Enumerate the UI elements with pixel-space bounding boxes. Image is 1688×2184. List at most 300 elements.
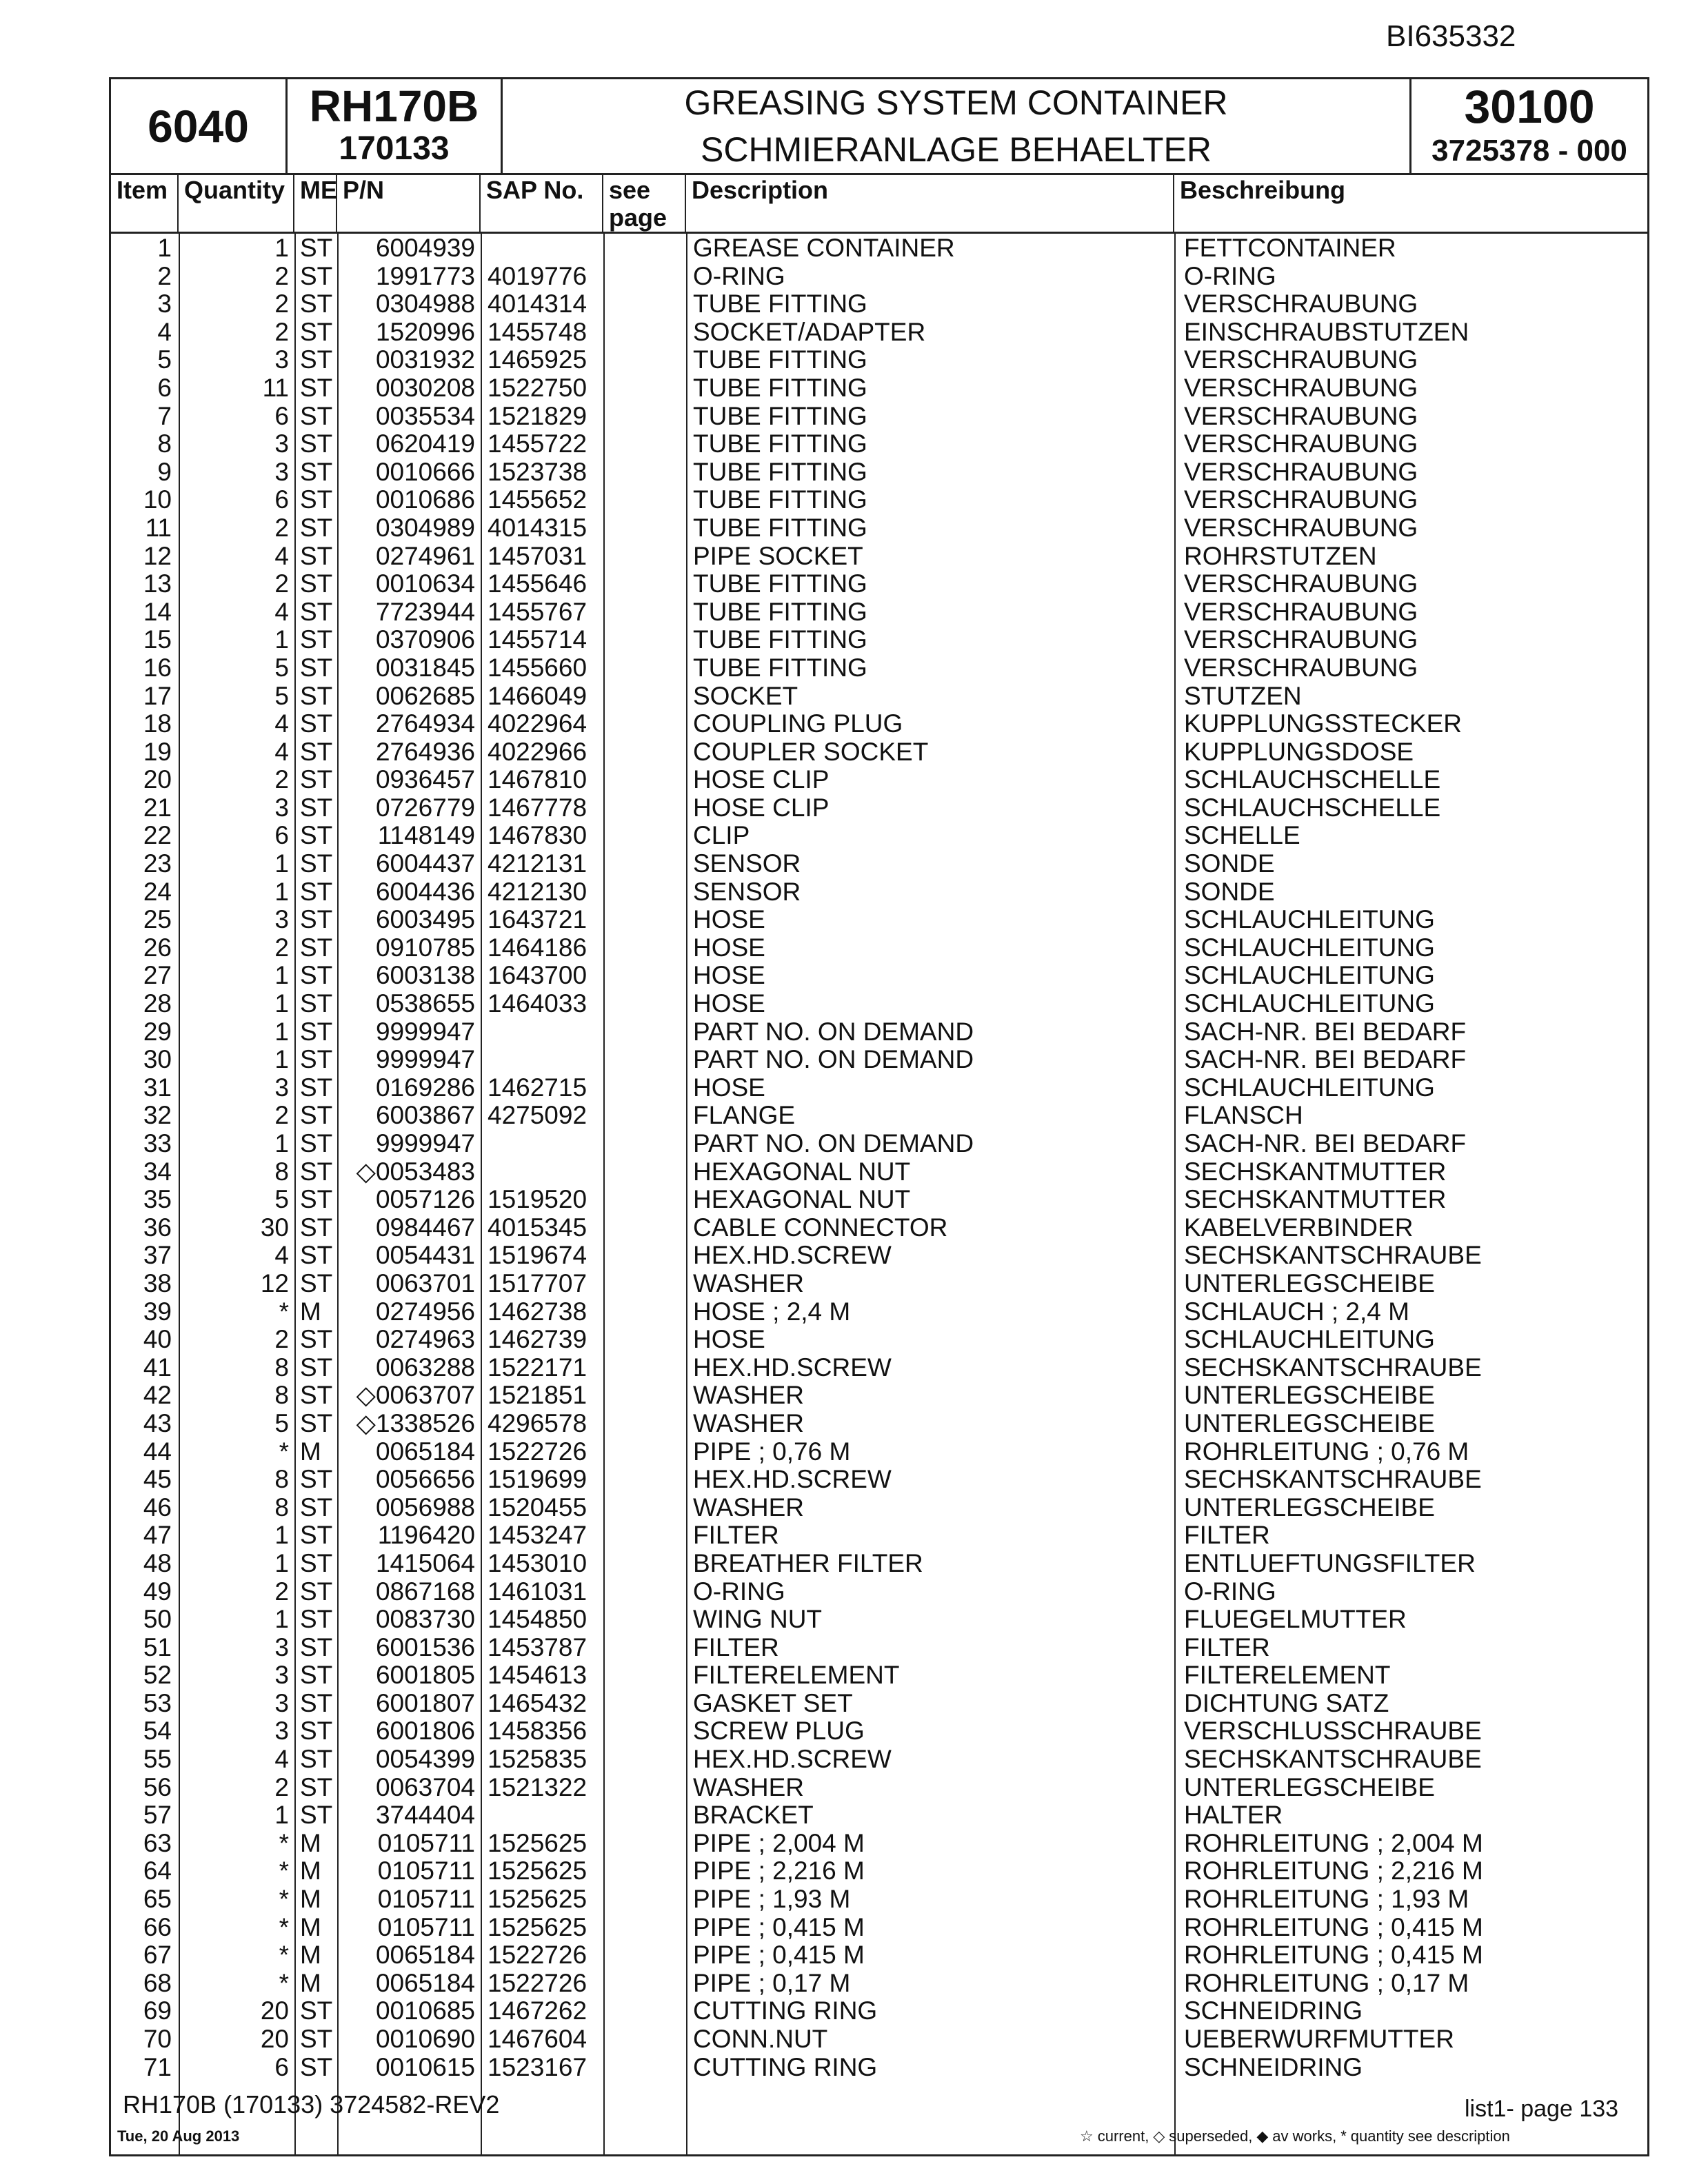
row-quantity: 2: [274, 262, 289, 290]
legend-symbol: ◇: [1153, 2127, 1165, 2145]
sheet-header: [109, 77, 1649, 175]
row-item: 41: [143, 1353, 172, 1382]
row-see-page: [603, 1830, 686, 1858]
row-me: ST: [300, 1633, 333, 1661]
row-sap: 1521322: [488, 1773, 587, 1801]
table-row: [111, 1634, 1647, 1662]
row-item: 13: [143, 570, 172, 598]
footer-page-number: list1- page 133: [1465, 2096, 1619, 2122]
table-row: [111, 962, 1647, 990]
row-me: ST: [300, 542, 333, 570]
row-see-page: [603, 1130, 686, 1158]
row-item: 24: [143, 878, 172, 906]
row-beschreibung: SECHSKANTMUTTER: [1184, 1157, 1447, 1186]
row-see-page: [603, 906, 686, 934]
table-row: [111, 1074, 1647, 1102]
table-row: [111, 682, 1647, 711]
row-pn: 0370906: [375, 626, 475, 654]
row-sap: 1464186: [488, 933, 587, 962]
row-beschreibung: VERSCHRAUBUNG: [1184, 430, 1418, 458]
row-item: 4: [157, 318, 172, 346]
row-quantity: 3: [274, 1717, 289, 1746]
row-quantity: 3: [274, 1633, 289, 1661]
row-pn: 0057126: [375, 1186, 475, 1214]
row-description: PIPE ; 1,93 M: [693, 1885, 851, 1914]
row-beschreibung: DICHTUNG SATZ: [1184, 1689, 1389, 1717]
row-beschreibung: VERSCHRAUBUNG: [1184, 374, 1418, 402]
row-item: 71: [143, 2053, 172, 2081]
row-see-page: [603, 403, 686, 431]
row-beschreibung: ENTLUEFTUNGSFILTER: [1184, 1549, 1476, 1577]
row-me: ST: [300, 402, 333, 430]
row-quantity: 3: [274, 1661, 289, 1690]
row-see-page: [603, 878, 686, 907]
row-description: SCREW PLUG: [693, 1717, 865, 1746]
row-beschreibung: ROHRLEITUNG ; 0,76 M: [1184, 1437, 1469, 1466]
table-row: [111, 1857, 1647, 1885]
row-see-page: [603, 1410, 686, 1438]
row-quantity: 8: [274, 1493, 289, 1521]
row-me: ST: [300, 234, 333, 262]
row-see-page: [603, 934, 686, 962]
row-beschreibung: UNTERLEGSCHEIBE: [1184, 1773, 1435, 1801]
row-quantity: 1: [274, 990, 289, 1018]
row-beschreibung: SCHLAUCHLEITUNG: [1184, 1073, 1435, 1102]
row-item: 11: [145, 514, 172, 542]
legend-label: quantity see description: [1350, 2127, 1510, 2145]
row-beschreibung: SCHLAUCHLEITUNG: [1184, 962, 1435, 990]
row-sap: 4014314: [488, 290, 587, 318]
parts-table: [109, 175, 1649, 2156]
table-row: [111, 1046, 1647, 1074]
table-row: [111, 654, 1647, 682]
row-sap: 4296578: [488, 1409, 587, 1437]
row-sap: 4022964: [488, 710, 587, 738]
row-see-page: [603, 1885, 686, 1914]
row-beschreibung: SACH-NR. BEI BEDARF: [1184, 1130, 1467, 1157]
row-pn: 0065184: [375, 1969, 475, 1997]
row-beschreibung: FILTER: [1184, 1521, 1270, 1550]
row-see-page: [603, 962, 686, 990]
row-quantity: 3: [274, 458, 289, 486]
row-see-page: [603, 1046, 686, 1074]
row-item: 45: [143, 1466, 172, 1494]
row-see-page: [603, 1018, 686, 1046]
row-beschreibung: SECHSKANTSCHRAUBE: [1184, 1746, 1482, 1774]
row-see-page: [603, 1690, 686, 1718]
row-me: ST: [300, 654, 333, 682]
row-me: ST: [300, 514, 333, 542]
row-sap: 1525835: [488, 1746, 587, 1774]
row-description: TUBE FITTING: [693, 626, 867, 654]
row-description: HOSE ; 2,4 M: [693, 1297, 851, 1326]
row-pn: 0031845: [375, 654, 475, 682]
row-pn: 0056988: [375, 1493, 475, 1521]
row-me: ST: [300, 318, 333, 346]
row-me: M: [300, 1941, 321, 1970]
row-see-page: [603, 1578, 686, 1606]
row-sap: 1455652: [488, 486, 587, 514]
row-pn: 0538655: [375, 990, 475, 1018]
row-see-page: [603, 1270, 686, 1298]
row-pn: 6003867: [375, 1102, 475, 1130]
row-item: 52: [143, 1661, 172, 1690]
row-sap: 1455714: [488, 626, 587, 654]
row-pn: 6001536: [375, 1633, 475, 1661]
row-see-page: [603, 430, 686, 458]
row-pn: 0065184: [375, 1941, 475, 1970]
table-row: [111, 2054, 1647, 2082]
row-description: O-RING: [693, 262, 785, 290]
row-description: TUBE FITTING: [693, 654, 867, 682]
table-row: [111, 290, 1647, 318]
row-me: ST: [300, 1466, 333, 1494]
row-sap: 4014315: [488, 514, 587, 542]
row-description: TUBE FITTING: [693, 346, 867, 374]
col-description: Description: [686, 175, 1174, 232]
row-item: 37: [143, 1242, 172, 1270]
row-description: GREASE CONTAINER: [693, 234, 955, 262]
row-pn: 0274961: [375, 542, 475, 570]
row-description: HOSE CLIP: [693, 766, 830, 794]
row-quantity: *: [279, 1857, 289, 1885]
row-description: FLANGE: [693, 1102, 796, 1130]
row-sap: 1517707: [488, 1269, 587, 1297]
table-row: [111, 1214, 1647, 1242]
serial-number: 170133: [339, 130, 450, 167]
row-pn: 9999947: [375, 1130, 475, 1157]
row-see-page: [603, 1634, 686, 1662]
row-quantity: 6: [274, 486, 289, 514]
row-sap: 1455660: [488, 654, 587, 682]
row-description: TUBE FITTING: [693, 598, 867, 626]
row-quantity: 1: [274, 1606, 289, 1634]
row-quantity: 8: [274, 1466, 289, 1494]
row-see-page: [603, 318, 686, 347]
row-me: ST: [300, 1269, 333, 1297]
row-sap: 4019776: [488, 262, 587, 290]
row-sap: 4015345: [488, 1213, 587, 1242]
row-pn: 0031932: [375, 346, 475, 374]
row-quantity: 1: [274, 1046, 289, 1074]
table-row: [111, 1326, 1647, 1354]
row-sap: 1454850: [488, 1606, 587, 1634]
row-description: WASHER: [693, 1409, 805, 1437]
row-beschreibung: ROHRLEITUNG ; 0,415 M: [1184, 1941, 1483, 1970]
row-me: ST: [300, 962, 333, 990]
row-sap: 1466049: [488, 682, 587, 710]
row-description: HOSE CLIP: [693, 793, 830, 822]
row-pn: 6001806: [375, 1717, 475, 1746]
row-see-page: [603, 990, 686, 1018]
row-me: ST: [300, 486, 333, 514]
row-see-page: [603, 1158, 686, 1186]
row-see-page: [603, 1521, 686, 1550]
row-see-page: [603, 1242, 686, 1270]
row-quantity: *: [279, 1941, 289, 1970]
row-sap: 1467604: [488, 2025, 587, 2053]
row-quantity: 2: [274, 318, 289, 346]
row-see-page: [603, 2054, 686, 2082]
row-pn: 0030208: [375, 374, 475, 402]
row-quantity: *: [279, 1885, 289, 1914]
row-quantity: 6: [274, 2053, 289, 2081]
row-item: 65: [143, 1885, 172, 1914]
row-me: ST: [300, 710, 333, 738]
row-beschreibung: SONDE: [1184, 850, 1275, 878]
row-sap: 1465432: [488, 1689, 587, 1717]
row-see-page: [603, 1801, 686, 1830]
row-sap: 1522726: [488, 1437, 587, 1466]
row-see-page: [603, 710, 686, 738]
table-row: [111, 346, 1647, 374]
row-quantity: 2: [274, 1577, 289, 1606]
table-row: [111, 263, 1647, 291]
row-sap: 1461031: [488, 1577, 587, 1606]
row-sap: 1522726: [488, 1969, 587, 1997]
col-quantity: Quantity: [179, 175, 294, 232]
row-me: ST: [300, 1073, 333, 1102]
row-quantity: 11: [262, 374, 289, 402]
row-description: HEX.HD.SCREW: [693, 1746, 892, 1774]
row-pn: 0010634: [375, 570, 475, 598]
row-quantity: 1: [274, 878, 289, 906]
col-item: Item: [111, 175, 179, 232]
row-see-page: [603, 850, 686, 878]
row-item: 39: [143, 1297, 172, 1326]
row-beschreibung: VERSCHRAUBUNG: [1184, 570, 1418, 598]
row-quantity: 20: [260, 2025, 289, 2053]
legend-label: av works,: [1272, 2127, 1337, 2145]
row-see-page: [603, 514, 686, 543]
row-me: ST: [300, 1997, 333, 2025]
model-name: RH170B: [309, 81, 479, 131]
col-pn: P/N: [337, 175, 481, 232]
row-beschreibung: ROHRLEITUNG ; 2,004 M: [1184, 1829, 1483, 1857]
row-description: PART NO. ON DEMAND: [693, 1018, 974, 1046]
row-item: 35: [143, 1186, 172, 1214]
row-description: CABLE CONNECTOR: [693, 1213, 948, 1242]
row-see-page: [603, 1941, 686, 1970]
row-sap: 4212131: [488, 850, 587, 878]
row-beschreibung: SCHLAUCHLEITUNG: [1184, 933, 1435, 962]
table-row: [111, 878, 1647, 907]
row-me: ST: [300, 1606, 333, 1634]
row-beschreibung: VERSCHRAUBUNG: [1184, 514, 1418, 542]
table-row: [111, 1830, 1647, 1858]
row-beschreibung: UEBERWURFMUTTER: [1184, 2025, 1454, 2053]
row-beschreibung: KUPPLUNGSDOSE: [1184, 738, 1414, 766]
row-sap: [481, 1130, 603, 1158]
row-description: HOSE: [693, 1326, 765, 1354]
row-pn: 0010615: [375, 2053, 475, 2081]
row-item: 6: [157, 374, 172, 402]
row-me: ST: [300, 1409, 333, 1437]
row-item: 38: [143, 1269, 172, 1297]
table-row: [111, 990, 1647, 1018]
row-description: BRACKET: [693, 1801, 814, 1830]
row-pn: 0304989: [375, 514, 475, 542]
row-description: O-RING: [693, 1577, 785, 1606]
table-row: [111, 1717, 1647, 1746]
row-pn: 0063701: [375, 1269, 475, 1297]
row-pn: 1148149: [377, 822, 475, 850]
row-sap: 1467810: [488, 766, 587, 794]
row-me: M: [300, 1913, 321, 1941]
row-quantity: 4: [274, 1746, 289, 1774]
row-quantity: 2: [274, 570, 289, 598]
table-row: [111, 850, 1647, 878]
row-me: ST: [300, 1157, 333, 1186]
title-english: GREASING SYSTEM CONTAINER: [684, 83, 1228, 122]
row-me: ST: [300, 933, 333, 962]
table-row: [111, 1466, 1647, 1494]
row-pn: 6004437: [375, 850, 475, 878]
row-pn: 0620419: [375, 430, 475, 458]
row-quantity: 12: [260, 1269, 289, 1297]
row-see-page: [603, 458, 686, 487]
row-beschreibung: UNTERLEGSCHEIBE: [1184, 1409, 1435, 1437]
row-sap: [481, 1018, 603, 1046]
row-beschreibung: SCHLAUCHLEITUNG: [1184, 990, 1435, 1018]
row-pn: 2764934: [375, 710, 475, 738]
row-me: ST: [300, 1773, 333, 1801]
table-row: [111, 318, 1647, 347]
row-description: WASHER: [693, 1269, 805, 1297]
row-quantity: 6: [274, 822, 289, 850]
row-sap: 1523738: [488, 458, 587, 486]
row-pn: 0054399: [375, 1746, 475, 1774]
row-quantity: 4: [274, 598, 289, 626]
row-pn: 0010690: [375, 2025, 475, 2053]
row-description: TUBE FITTING: [693, 514, 867, 542]
row-quantity: 3: [274, 906, 289, 934]
row-quantity: 4: [274, 710, 289, 738]
row-me: ST: [300, 1213, 333, 1242]
row-sap: 1521851: [488, 1382, 587, 1410]
row-me: ST: [300, 1746, 333, 1774]
row-quantity: 2: [274, 766, 289, 794]
row-item: 20: [143, 766, 172, 794]
row-item: 40: [143, 1326, 172, 1354]
row-beschreibung: FETTCONTAINER: [1184, 234, 1396, 262]
table-row: [111, 1298, 1647, 1326]
row-sap: 4022966: [488, 738, 587, 766]
table-row: [111, 514, 1647, 543]
row-pn: 0063288: [375, 1353, 475, 1382]
row-see-page: [603, 766, 686, 794]
row-quantity: 2: [274, 1773, 289, 1801]
table-row: [111, 1354, 1647, 1382]
row-see-page: [603, 543, 686, 571]
title-block: [503, 79, 1411, 173]
table-row: [111, 1018, 1647, 1046]
row-item: 8: [157, 430, 172, 458]
table-body: [111, 234, 1647, 2081]
row-item: 64: [143, 1857, 172, 1885]
row-item: 33: [143, 1130, 172, 1157]
row-item: 68: [143, 1969, 172, 1997]
row-description: CLIP: [693, 822, 750, 850]
row-see-page: [603, 1774, 686, 1802]
row-pn: ◇0063707: [356, 1382, 475, 1410]
row-item: 49: [143, 1577, 172, 1606]
row-description: HEX.HD.SCREW: [693, 1353, 892, 1382]
row-sap: 1520455: [488, 1493, 587, 1521]
row-item: 54: [143, 1717, 172, 1746]
legend-symbol: ☆: [1080, 2127, 1094, 2145]
table-row: [111, 234, 1647, 263]
table-row: [111, 1885, 1647, 1914]
row-me: ST: [300, 1717, 333, 1746]
row-description: HEX.HD.SCREW: [693, 1242, 892, 1270]
table-row: [111, 1382, 1647, 1410]
drawing-number: 3725378 - 000: [1431, 134, 1627, 168]
row-me: ST: [300, 1689, 333, 1717]
symbol-legend: [1080, 2127, 1510, 2145]
row-me: ST: [300, 458, 333, 486]
row-beschreibung: VERSCHRAUBUNG: [1184, 402, 1418, 430]
row-description: SOCKET: [693, 682, 798, 710]
row-item: 10: [143, 486, 172, 514]
row-sap: 1453247: [488, 1521, 587, 1550]
row-sap: 1523167: [488, 2053, 587, 2081]
row-beschreibung: SECHSKANTSCHRAUBE: [1184, 1466, 1482, 1494]
row-see-page: [603, 1494, 686, 1522]
row-description: HOSE: [693, 906, 765, 934]
row-quantity: *: [279, 1437, 289, 1466]
row-pn: 0065184: [375, 1437, 475, 1466]
row-pn: 0010685: [375, 1997, 475, 2025]
row-beschreibung: SECHSKANTSCHRAUBE: [1184, 1353, 1482, 1382]
row-description: HOSE: [693, 990, 765, 1018]
row-see-page: [603, 234, 686, 263]
table-row: [111, 403, 1647, 431]
row-see-page: [603, 682, 686, 711]
row-item: 53: [143, 1689, 172, 1717]
row-description: HOSE: [693, 1073, 765, 1102]
table-row: [111, 738, 1647, 767]
row-description: WASHER: [693, 1493, 805, 1521]
table-row: [111, 1242, 1647, 1270]
row-sap: 1519674: [488, 1242, 587, 1270]
row-me: ST: [300, 290, 333, 318]
row-description: TUBE FITTING: [693, 430, 867, 458]
row-description: PART NO. ON DEMAND: [693, 1130, 974, 1157]
row-pn: 6001805: [375, 1661, 475, 1690]
row-pn: 0726779: [375, 793, 475, 822]
col-me: ME: [294, 175, 337, 232]
row-quantity: 1: [274, 626, 289, 654]
row-see-page: [603, 346, 686, 374]
row-me: ST: [300, 850, 333, 878]
row-description: FILTER: [693, 1633, 779, 1661]
row-description: WING NUT: [693, 1606, 823, 1634]
row-me: ST: [300, 1577, 333, 1606]
row-quantity: 5: [274, 654, 289, 682]
row-me: ST: [300, 1102, 333, 1130]
row-pn: 0062685: [375, 682, 475, 710]
row-me: ST: [300, 1326, 333, 1354]
row-see-page: [603, 2025, 686, 2054]
row-me: ST: [300, 1242, 333, 1270]
row-item: 7: [157, 402, 172, 430]
row-sap: 1525625: [488, 1913, 587, 1941]
row-sap: 1457031: [488, 542, 587, 570]
row-beschreibung: KUPPLUNGSSTECKER: [1184, 710, 1462, 738]
row-pn: ◇0053483: [356, 1157, 475, 1186]
row-see-page: [603, 1186, 686, 1214]
